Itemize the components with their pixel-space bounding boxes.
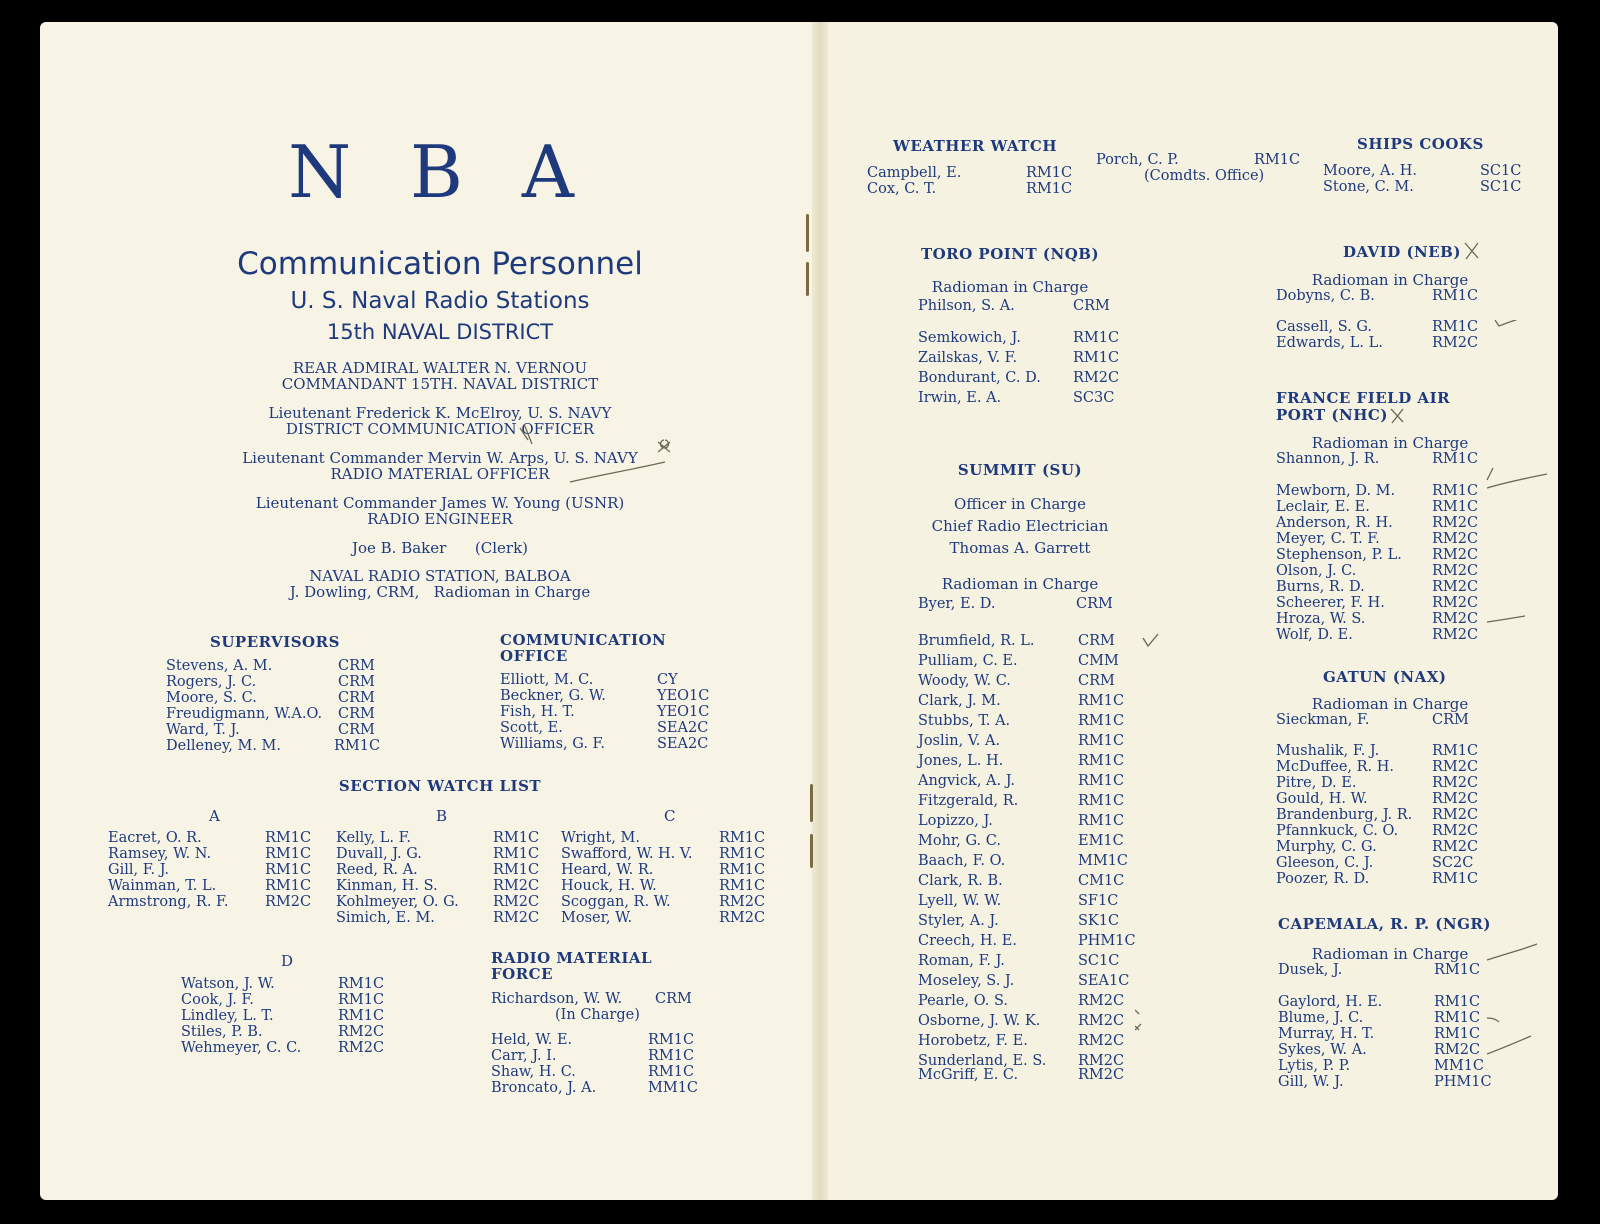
summit-list xyxy=(918,631,1138,1083)
summit-title: SUMMIT (SU) xyxy=(957,461,1083,479)
staple xyxy=(806,214,809,252)
toro-point-list xyxy=(918,328,1138,408)
france-field-title: FRANCE FIELD AIR PORT (NHC) xyxy=(1276,389,1451,424)
list-item: Porch, C. P. RM1C xyxy=(1096,152,1301,168)
list-item: Ward, T. J. CRM xyxy=(166,722,375,738)
france-field-sub: Radioman in Charge xyxy=(1311,434,1469,452)
list-item: Carr, J. I. RM1C xyxy=(491,1048,695,1064)
list-item: Murphy, C. G. RM2C xyxy=(1276,839,1479,855)
toro-point-title: TORO POINT (NQB) xyxy=(920,245,1100,263)
porch-note: (Comdts. Office) xyxy=(1144,168,1265,184)
gatun-sub: Radioman in Charge xyxy=(1311,695,1469,713)
list-item: Sunderland, E. S. RM2C xyxy=(918,1053,1125,1069)
pencil-mark xyxy=(480,420,700,500)
balboa-station: NAVAL RADIO STATION, BALBOA xyxy=(309,567,571,585)
list-item: Held, W. E. RM1C xyxy=(491,1032,695,1048)
section-a-label: A xyxy=(209,807,220,825)
david-sub: Radioman in Charge xyxy=(1311,271,1469,289)
list-item: Murray, H. T. RM1C xyxy=(1278,1026,1481,1042)
list-item: Joslin, V. A. RM1C xyxy=(918,733,1125,749)
list-item: Williams, G. F. SEA2C xyxy=(500,736,709,752)
staple xyxy=(810,834,813,868)
list-item: McGriff, E. C. RM2C xyxy=(918,1067,1125,1083)
radio-material-list xyxy=(491,1032,721,1096)
list-item: Rogers, J. C. CRM xyxy=(166,674,375,690)
list-item: McDuffee, R. H. RM2C xyxy=(1276,759,1479,775)
list-item: Burns, R. D. RM2C xyxy=(1276,579,1479,595)
list-item: Blume, J. C. RM1C xyxy=(1278,1010,1481,1026)
summit-head xyxy=(918,594,1138,614)
list-item: Swafford, W. H. V. RM1C xyxy=(561,846,766,862)
list-item: Leclair, E. E. RM1C xyxy=(1276,499,1479,515)
section-d-label: D xyxy=(281,952,294,970)
subheading: U. S. Naval Radio Stations xyxy=(290,288,590,314)
list-item: Mohr, G. C. EM1C xyxy=(918,833,1124,849)
porch-entry xyxy=(1096,152,1326,184)
section-b-label: B xyxy=(436,807,448,825)
list-item: Delleney, M. M. RM1C xyxy=(166,738,381,754)
list-item: Cox, C. T. RM1C xyxy=(867,181,1073,197)
list-item: Stubbs, T. A. RM1C xyxy=(918,713,1125,729)
list-item: Pulliam, C. E. CMM xyxy=(918,653,1119,669)
list-item: Wright, M. RM1C xyxy=(561,830,766,846)
officer-title: COMMANDANT 15TH. NAVAL DISTRICT xyxy=(281,375,599,393)
list-item: Fitzgerald, R. RM1C xyxy=(918,793,1125,809)
section-watch-title: SECTION WATCH LIST xyxy=(338,777,542,795)
list-item: Gill, F. J. RM1C xyxy=(108,862,312,878)
in-charge-note: (In Charge) xyxy=(555,1007,640,1023)
list-item: Styler, A. J. SK1C xyxy=(918,913,1120,929)
list-item: Creech, H. E. PHM1C xyxy=(918,933,1136,949)
list-item: Pitre, D. E. RM2C xyxy=(1276,775,1479,791)
weather-watch-title: WEATHER WATCH xyxy=(893,137,1058,155)
clerk: Joe B. Baker (Clerk) xyxy=(351,539,529,557)
list-item: Gaylord, H. E. RM1C xyxy=(1278,994,1481,1010)
list-item: Angvick, A. J. RM1C xyxy=(918,773,1125,789)
list-item: Clark, J. M. RM1C xyxy=(918,693,1125,709)
list-item: Wolf, D. E. RM2C xyxy=(1276,627,1479,643)
list-item: Edwards, L. L. RM2C xyxy=(1276,335,1479,351)
list-item: Scoggan, R. W. RM2C xyxy=(561,894,766,910)
list-item: Stone, C. M. SC1C xyxy=(1323,179,1522,195)
list-item: Beckner, G. W. YEO1C xyxy=(500,688,710,704)
list-item: Hroza, W. S. RM2C xyxy=(1276,611,1479,627)
list-item: Olson, J. C. RM2C xyxy=(1276,563,1479,579)
list-item: Lytis, P. P. MM1C xyxy=(1278,1058,1485,1074)
officer-line: REAR ADMIRAL WALTER N. VERNOU xyxy=(292,359,588,377)
list-item: Brumfield, R. L. CRM xyxy=(918,633,1115,649)
list-item: Anderson, R. H. RM2C xyxy=(1276,515,1479,531)
list-item: Irwin, E. A. SC3C xyxy=(918,390,1115,406)
officer-line: Lieutenant Commander Mervin W. Arps, U. S. NAVY xyxy=(242,449,638,467)
list-item: Semkowich, J. RM1C xyxy=(918,330,1120,346)
list-item: Meyer, C. T. F. RM2C xyxy=(1276,531,1479,547)
toro-point-sub: Radioman in Charge xyxy=(931,278,1089,296)
section-c-label: C xyxy=(664,807,676,825)
list-item: Mewborn, D. M. RM1C xyxy=(1276,483,1479,499)
officer-title: DISTRICT COMMUNICATION OFFICER xyxy=(285,420,595,438)
pencil-mark xyxy=(1135,320,1575,1100)
page-title: N B A xyxy=(288,130,592,214)
comm-office-list xyxy=(500,672,725,752)
list-item: Gould, H. W. RM2C xyxy=(1276,791,1479,807)
section-a-list xyxy=(108,830,323,910)
list-item: Kohlmeyer, O. G. RM2C xyxy=(336,894,540,910)
list-item: Duvall, J. G. RM1C xyxy=(336,846,540,862)
summit-sub: Officer in Charge xyxy=(954,495,1086,513)
list-item: Sieckman, F. CRM xyxy=(1276,712,1469,728)
supervisors-list xyxy=(166,658,381,754)
list-item: Byer, E. D. CRM xyxy=(918,596,1113,612)
supervisors-title: SUPERVISORS xyxy=(210,633,340,651)
david-head xyxy=(1276,288,1496,304)
list-item: Gill, W. J. PHM1C xyxy=(1278,1074,1492,1090)
list-item: Stiles, P. B. RM2C xyxy=(181,1024,385,1040)
list-item: Fish, H. T. YEO1C xyxy=(500,704,710,720)
section-c-list xyxy=(561,830,776,926)
list-item: Stephenson, P. L. RM2C xyxy=(1276,547,1479,563)
list-item: Simich, E. M. RM2C xyxy=(336,910,540,926)
section-d-list xyxy=(181,976,396,1056)
toro-point-head xyxy=(918,296,1138,316)
list-item: Moore, S. C. CRM xyxy=(166,690,375,706)
list-item: Gleeson, C. J. SC2C xyxy=(1276,855,1474,871)
list-item: Pfannkuck, C. O. RM2C xyxy=(1276,823,1479,839)
section-b-list xyxy=(336,830,551,926)
list-item: Reed, R. A. RM1C xyxy=(336,862,540,878)
list-item: Zailskas, V. F. RM1C xyxy=(918,350,1120,366)
list-item: Heard, W. R. RM1C xyxy=(561,862,766,878)
list-item: Broncato, J. A. MM1C xyxy=(491,1080,699,1096)
list-item: Bondurant, C. D. RM2C xyxy=(918,370,1120,386)
list-item: Eacret, O. R. RM1C xyxy=(108,830,312,846)
list-item: Richardson, W. W. CRM xyxy=(491,991,692,1007)
list-item: Kelly, L. F. RM1C xyxy=(336,830,540,846)
list-item: Jones, L. H. RM1C xyxy=(918,753,1125,769)
list-item: Mushalik, F. J. RM1C xyxy=(1276,743,1479,759)
list-item: Moseley, S. J. SEA1C xyxy=(918,973,1130,989)
list-item: Ramsey, W. N. RM1C xyxy=(108,846,312,862)
list-item: Armstrong, R. F. RM2C xyxy=(108,894,312,910)
staple xyxy=(810,784,813,822)
weather-watch-list xyxy=(867,165,1087,197)
list-item: Roman, F. J. SC1C xyxy=(918,953,1120,969)
list-item: Woody, W. C. CRM xyxy=(918,673,1115,689)
list-item: Lindley, L. T. RM1C xyxy=(181,1008,385,1024)
summit-sub: Thomas A. Garrett xyxy=(949,539,1091,557)
summit-sub: Chief Radio Electrician xyxy=(931,517,1109,535)
gatun-title: GATUN (NAX) xyxy=(1323,668,1447,686)
list-item: Wainman, T. L. RM1C xyxy=(108,878,312,894)
list-item: Poozer, R. D. RM1C xyxy=(1276,871,1479,887)
list-item: Brandenburg, J. R. RM2C xyxy=(1276,807,1479,823)
list-item: Kinman, H. S. RM2C xyxy=(336,878,540,894)
ships-cooks-title: SHIPS COOKS xyxy=(1357,135,1484,153)
list-item: Dobyns, C. B. RM1C xyxy=(1276,288,1479,304)
district: 15th NAVAL DISTRICT xyxy=(326,320,554,344)
list-item: Shannon, J. R. RM1C xyxy=(1276,451,1479,467)
list-item: Stevens, A. M. CRM xyxy=(166,658,375,674)
list-item: Philson, S. A. CRM xyxy=(918,298,1110,314)
capemala-title: CAPEMALA, R. P. (NGR) xyxy=(1278,915,1491,933)
officer-title: RADIO ENGINEER xyxy=(367,510,513,528)
list-item: Watson, J. W. RM1C xyxy=(181,976,385,992)
list-item: Moore, A. H. SC1C xyxy=(1323,163,1522,179)
list-item: Osborne, J. W. K. RM2C xyxy=(918,1013,1125,1029)
officer-line: Lieutenant Commander James W. Young (USNR) xyxy=(255,494,625,512)
list-item: Shaw, H. C. RM1C xyxy=(491,1064,695,1080)
pencil-mark xyxy=(1462,240,1482,262)
capemala-sub: Radioman in Charge xyxy=(1311,945,1469,963)
list-item: Wehmeyer, C. C. RM2C xyxy=(181,1040,385,1056)
heading: Communication Personnel xyxy=(237,246,643,282)
list-item: Moser, W. RM2C xyxy=(561,910,766,926)
page-fold xyxy=(812,22,828,1200)
list-item: Freudigmann, W.A.O. CRM xyxy=(166,706,375,722)
list-item: Cook, J. F. RM1C xyxy=(181,992,385,1008)
officer-line: Lieutenant Frederick K. McElroy, U. S. NAVY xyxy=(268,404,612,422)
officer-title: RADIO MATERIAL OFFICER xyxy=(330,465,550,483)
list-item: Houck, H. W. RM1C xyxy=(561,878,766,894)
list-item: Sykes, W. A. RM2C xyxy=(1278,1042,1481,1058)
summit-sub: Radioman in Charge xyxy=(941,575,1099,593)
radio-material-head xyxy=(491,991,721,1023)
list-item: Scheerer, F. H. RM2C xyxy=(1276,595,1479,611)
radio-material-title: RADIO MATERIAL FORCE xyxy=(491,949,653,983)
list-item: Scott, E. SEA2C xyxy=(500,720,709,736)
list-item: Campbell, E. RM1C xyxy=(867,165,1073,181)
list-item: Lopizzo, J. RM1C xyxy=(918,813,1125,829)
balboa-charge: J. Dowling, CRM, Radioman in Charge xyxy=(289,583,591,601)
comm-office-title: COMMUNICATION OFFICE xyxy=(500,631,667,665)
list-item: Lyell, W. W. SF1C xyxy=(918,893,1119,909)
list-item: Horobetz, F. E. RM2C xyxy=(918,1033,1125,1049)
ships-cooks-list xyxy=(1323,163,1523,195)
david-title: DAVID (NEB) xyxy=(1343,243,1461,261)
list-item: Dusek, J. RM1C xyxy=(1278,962,1481,978)
list-item: Elliott, M. C. CY xyxy=(500,672,678,688)
list-item: Baach, F. O. MM1C xyxy=(918,853,1129,869)
list-item: Pearle, O. S. RM2C xyxy=(918,993,1125,1009)
staple xyxy=(806,262,809,296)
list-item: Cassell, S. G. RM1C xyxy=(1276,319,1479,335)
list-item: Clark, R. B. CM1C xyxy=(918,873,1125,889)
